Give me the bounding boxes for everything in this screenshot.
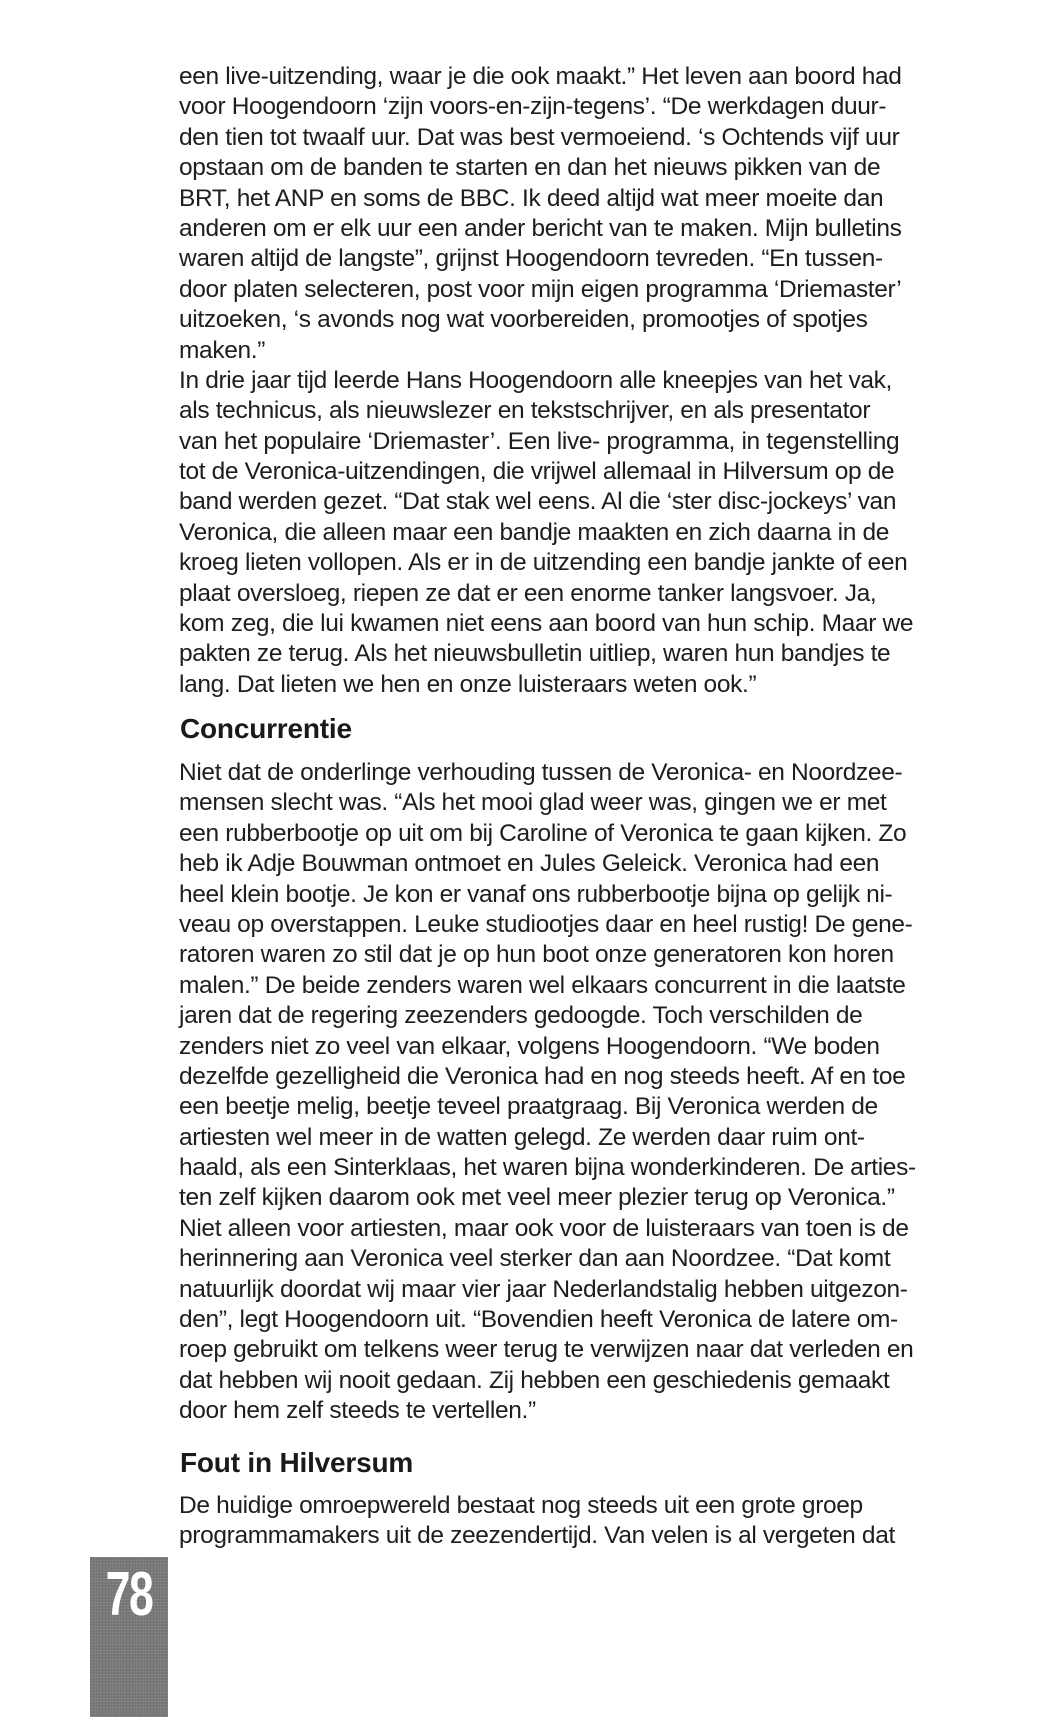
paragraph-concurrentie	[179, 758, 916, 1427]
text-line: tot de Veronica-uitzendingen, die vrijwel allemaal in Hilversum op de	[179, 458, 895, 486]
text-line: anderen om er elk uur een ander bericht van te maken. Mijn bulletins	[179, 214, 902, 242]
text-line: een beetje melig, beetje teveel praatgraag. Bij Veronica werden de	[179, 1093, 878, 1121]
text-line: heel klein bootje. Je kon er vanaf ons rubberbootje bijna op gelijk ni-	[179, 880, 893, 908]
page-number: 78	[105, 1560, 153, 1629]
section-heading-fout-in-hilversum: Fout in Hilversum	[180, 1447, 414, 1478]
text-line: ten zelf kijken daarom ook met veel meer plezier terug op Veronica.”	[179, 1184, 895, 1212]
text-line: pakten ze terug. Als het nieuwsbulletin uitliep, waren hun bandjes te	[179, 640, 891, 668]
text-line: dezelfde gezelligheid die Veronica had en nog steeds heeft. Af en toe	[179, 1062, 906, 1090]
text-line: door hem zelf steeds te vertellen.”	[179, 1397, 536, 1425]
text-line: herinnering aan Veronica veel sterker dan aan Noordzee. “Dat komt	[179, 1245, 891, 1273]
text-line: Niet dat de onderlinge verhouding tussen de Veronica- en Noordzee-	[179, 759, 903, 786]
text-line: band werden gezet. “Dat stak wel eens. Al die ‘ster disc-jockeys’ van	[179, 488, 897, 516]
text-line: een rubberbootje op uit om bij Caroline of Veronica te gaan kijken. Zo	[179, 819, 907, 847]
text-line: als technicus, als nieuwslezer en tekstschrijver, en als presentator	[179, 397, 871, 425]
text-line: Veronica, die alleen maar een bandje maakten en zich daarna in de	[179, 518, 890, 546]
text-line: zenders niet zo veel van elkaar, volgens Hoogendoorn. “We boden	[179, 1032, 880, 1060]
text-line: haald, als een Sinterklaas, het waren bijna wonderkinderen. De arties-	[179, 1154, 916, 1182]
text-line: In drie jaar tijd leerde Hans Hoogendoorn alle kneepjes van het vak,	[179, 366, 893, 394]
section-heading-concurrentie: Concurrentie	[180, 713, 352, 744]
text-line: mensen slecht was. “Als het mooi glad weer was, gingen we er met	[179, 789, 887, 817]
text-line: Niet alleen voor artiesten, maar ook voor de luisteraars van toen is de	[179, 1214, 909, 1242]
text-line: kroeg lieten vollopen. Als er in de uitzending een bandje jankte of een	[179, 549, 908, 577]
text-line: artiesten wel meer in de watten gelegd. Ze werden daar ruim ont-	[179, 1123, 865, 1151]
text-line: jaren dat de regering zeezenders gedoogde. Toch verschilden de	[179, 1002, 863, 1030]
text-line: maken.”	[179, 336, 266, 364]
text-line: van het populaire ‘Driemaster’. Een live- programma, in tegenstelling	[179, 427, 900, 455]
text-line: waren altijd de langste”, grijnst Hoogendoorn tevreden. “En tussen-	[179, 245, 883, 273]
paragraph-fout-in-hilversum	[179, 1491, 895, 1552]
text-line: lang. Dat lieten we hen en onze luisteraars weten ook.”	[179, 670, 757, 698]
text-line: voor Hoogendoorn ‘zijn voors-en-zijn-tegens’. “De werkdagen duur-	[179, 93, 887, 121]
text-line: BRT, het ANP en soms de BBC. Ik deed altijd wat meer moeite dan	[179, 184, 884, 212]
text-line: door platen selecteren, post voor mijn eigen programma ‘Driemaster’	[179, 275, 902, 303]
text-line: den”, legt Hoogendoorn uit. “Bovendien heeft Veronica de latere om-	[179, 1306, 898, 1334]
text-line: veau op overstappen. Leuke studiootjes daar en heel rustig! De gene-	[179, 910, 913, 938]
paragraph-intro	[179, 62, 913, 700]
text-line: een live-uitzending, waar je die ook maakt.” Het leven aan boord had	[179, 63, 902, 90]
text-line: den tien tot twaalf uur. Dat was best vermoeiend. ‘s Ochtends vijf uur	[179, 123, 900, 151]
text-line: programmamakers uit de zeezendertijd. Van velen is al vergeten dat	[179, 1522, 895, 1550]
text-line: De huidige omroepwereld bestaat nog steeds uit een grote groep	[179, 1492, 863, 1519]
text-line: natuurlijk doordat wij maar vier jaar Nederlandstalig hebben uitgezon-	[179, 1275, 908, 1303]
text-line: opstaan om de banden te starten en dan het nieuws pikken van de	[179, 154, 881, 182]
text-line: dat hebben wij nooit gedaan. Zij hebben een geschiedenis gemaakt	[179, 1366, 890, 1394]
text-line: kom zeg, die lui kwamen niet eens aan boord van hun schip. Maar we	[179, 610, 914, 638]
text-line: heb ik Adje Bouwman ontmoet en Jules Geleick. Veronica had een	[179, 850, 880, 878]
text-line: roep gebruikt om telkens weer terug te verwijzen naar dat verleden en	[179, 1336, 914, 1364]
text-line: plaat oversloeg, riepen ze dat er een enorme tanker langsvoer. Ja,	[179, 579, 877, 607]
page-number-tab	[90, 1557, 168, 1717]
text-line: ratoren waren zo stil dat je op hun boot onze generatoren kon horen	[179, 941, 894, 969]
text-line: malen.” De beide zenders waren wel elkaars concurrent in die laatste	[179, 971, 906, 999]
text-line: uitzoeken, ‘s avonds nog wat voorbereiden, promootjes of spotjes	[179, 306, 868, 334]
